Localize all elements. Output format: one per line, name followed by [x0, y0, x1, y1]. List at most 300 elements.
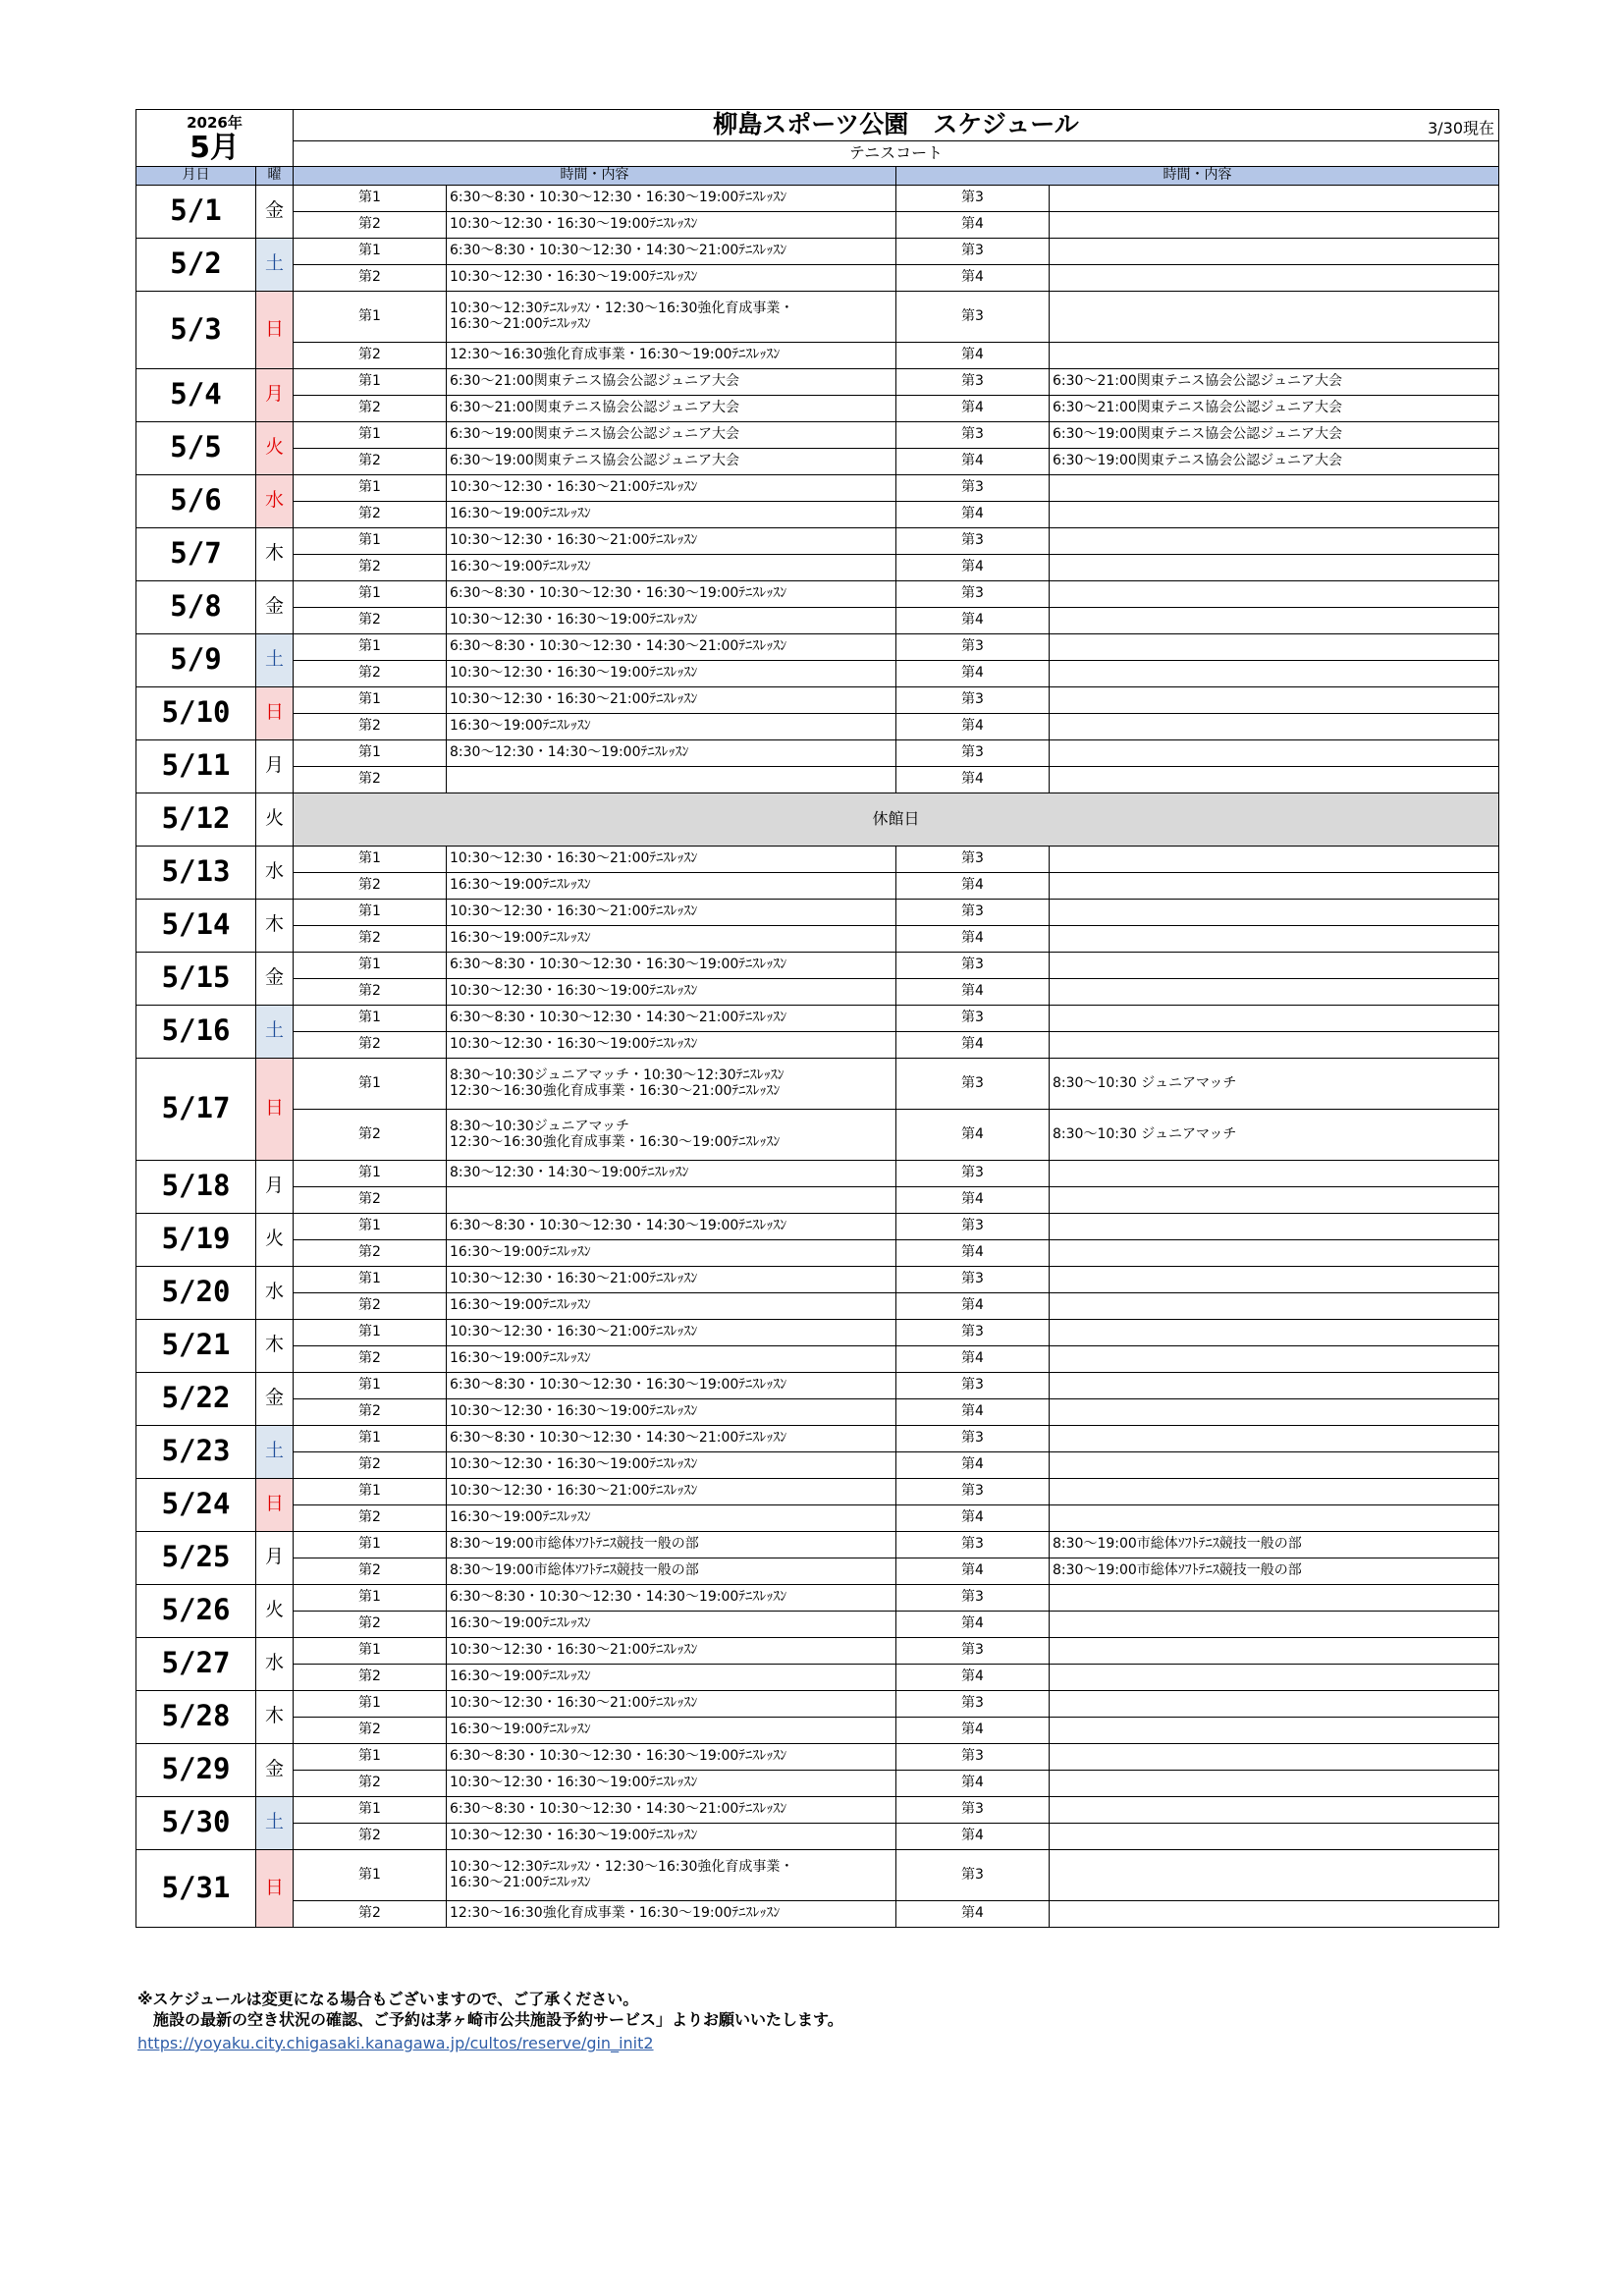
court3-content: [1050, 1160, 1499, 1186]
court2-content: 8:30～10:30ジュニアマッチ 12:30～16:30強化育成事業・16:30～19:00ﾃﾆｽﾚｯｽﾝ: [447, 1109, 896, 1160]
court1-content: 6:30～8:30・10:30～12:30・14:30～21:00ﾃﾆｽﾚｯｽﾝ: [447, 633, 896, 660]
court3-content: [1050, 633, 1499, 660]
court2-content: 12:30～16:30強化育成事業・16:30～19:00ﾃﾆｽﾚｯｽﾝ: [447, 342, 896, 368]
court4-content: [1050, 554, 1499, 580]
court2-content: 16:30～19:00ﾃﾆｽﾚｯｽﾝ: [447, 713, 896, 739]
court-label: 第3: [896, 291, 1050, 342]
court-label: 第1: [294, 1743, 447, 1770]
court-label: 第3: [896, 1213, 1050, 1239]
schedule-sheet: [135, 109, 1498, 1928]
court4-content: [1050, 1398, 1499, 1425]
court-label: 第3: [896, 1372, 1050, 1398]
court-label: 第2: [294, 554, 447, 580]
court-label: 第2: [294, 448, 447, 474]
court2-content: 10:30～12:30・16:30～19:00ﾃﾆｽﾚｯｽﾝ: [447, 1770, 896, 1796]
court1-content: 10:30～12:30・16:30～21:00ﾃﾆｽﾚｯｽﾝ: [447, 527, 896, 554]
court3-content: [1050, 1796, 1499, 1823]
notes: [137, 1989, 843, 2053]
court-label: 第1: [294, 1584, 447, 1611]
court4-content: 8:30～19:00市総体ｿﾌﾄﾃﾆｽ競技一般の部: [1050, 1558, 1499, 1584]
court2-content: 10:30～12:30・16:30～19:00ﾃﾆｽﾚｯｽﾝ: [447, 1823, 896, 1849]
court3-content: [1050, 474, 1499, 501]
schedule-day-row-2: [136, 978, 1499, 1005]
court-label: 第1: [294, 1637, 447, 1664]
court4-content: [1050, 264, 1499, 291]
court-label: 第3: [896, 238, 1050, 264]
col-content-header-left: 時間・内容: [294, 166, 896, 185]
court3-content: 6:30～19:00関東テニス協会公認ジュニア大会: [1050, 421, 1499, 448]
court-label: 第3: [896, 185, 1050, 211]
schedule-day-row-2: [136, 660, 1499, 686]
court-label: 第1: [294, 686, 447, 713]
court3-content: [1050, 1637, 1499, 1664]
court-label: 第4: [896, 872, 1050, 899]
schedule-day-row-2: [136, 1664, 1499, 1690]
court4-content: [1050, 607, 1499, 633]
court-label: 第2: [294, 342, 447, 368]
court-label: 第1: [294, 846, 447, 872]
court1-content: 6:30～8:30・10:30～12:30・14:30～21:00ﾃﾆｽﾚｯｽﾝ: [447, 1425, 896, 1451]
court1-content: 8:30～19:00市総体ｿﾌﾄﾃﾆｽ競技一般の部: [447, 1531, 896, 1558]
schedule-day-row: [136, 1425, 1499, 1451]
court1-content: 10:30～12:30・16:30～21:00ﾃﾆｽﾚｯｽﾝ: [447, 686, 896, 713]
court-label: 第1: [294, 238, 447, 264]
date-cell: 5/17: [136, 1058, 256, 1160]
court-label: 第3: [896, 527, 1050, 554]
court-label: 第4: [896, 1558, 1050, 1584]
court2-content: [447, 1186, 896, 1213]
court-label: 第4: [896, 342, 1050, 368]
court-label: 第4: [896, 264, 1050, 291]
schedule-day-row: [136, 1160, 1499, 1186]
court-label: 第2: [294, 978, 447, 1005]
court-label: 第1: [294, 580, 447, 607]
court-label: 第4: [896, 1664, 1050, 1690]
court3-content: [1050, 1213, 1499, 1239]
court1-content: 10:30～12:30・16:30～21:00ﾃﾆｽﾚｯｽﾝ: [447, 1266, 896, 1292]
court-label: 第4: [896, 1900, 1050, 1927]
court2-content: 16:30～19:00ﾃﾆｽﾚｯｽﾝ: [447, 1664, 896, 1690]
court-label: 第2: [294, 1770, 447, 1796]
schedule-day-row-2: [136, 448, 1499, 474]
court-label: 第2: [294, 1345, 447, 1372]
court4-content: [1050, 1345, 1499, 1372]
court-label: 第1: [294, 1058, 447, 1109]
court3-content: [1050, 1319, 1499, 1345]
date-cell: 5/18: [136, 1160, 256, 1213]
court-label: 第3: [896, 474, 1050, 501]
court4-content: [1050, 1504, 1499, 1531]
court4-content: [1050, 1451, 1499, 1478]
schedule-day-row: [136, 1531, 1499, 1558]
weekday-cell: 木: [256, 1319, 294, 1372]
court3-content: [1050, 1743, 1499, 1770]
court-label: 第1: [294, 1849, 447, 1900]
schedule-day-row-2: [136, 872, 1499, 899]
court2-content: 10:30～12:30・16:30～19:00ﾃﾆｽﾚｯｽﾝ: [447, 264, 896, 291]
court1-content: 10:30～12:30・16:30～21:00ﾃﾆｽﾚｯｽﾝ: [447, 899, 896, 925]
court-label: 第4: [896, 211, 1050, 238]
court1-content: 6:30～8:30・10:30～12:30・14:30～19:00ﾃﾆｽﾚｯｽﾝ: [447, 1213, 896, 1239]
court-label: 第4: [896, 501, 1050, 527]
year-label: 2026年: [136, 110, 294, 133]
court-label: 第2: [294, 1109, 447, 1160]
court4-content: [1050, 1239, 1499, 1266]
court-label: 第1: [294, 474, 447, 501]
schedule-day-row: [136, 1584, 1499, 1611]
court-label: 第4: [896, 395, 1050, 421]
schedule-day-row-2: [136, 607, 1499, 633]
weekday-cell: 火: [256, 793, 294, 846]
court4-content: 6:30～21:00関東テニス協会公認ジュニア大会: [1050, 395, 1499, 421]
court2-content: 16:30～19:00ﾃﾆｽﾚｯｽﾝ: [447, 925, 896, 952]
schedule-day-row-2: [136, 1109, 1499, 1160]
court3-content: [1050, 238, 1499, 264]
schedule-day-row-2: [136, 1345, 1499, 1372]
court4-content: 6:30～19:00関東テニス協会公認ジュニア大会: [1050, 448, 1499, 474]
schedule-day-row: [136, 1743, 1499, 1770]
schedule-day-row: [136, 185, 1499, 211]
schedule-day-row: [136, 1005, 1499, 1031]
court2-content: 16:30～19:00ﾃﾆｽﾚｯｽﾝ: [447, 1611, 896, 1637]
schedule-day-row: [136, 474, 1499, 501]
court-label: 第2: [294, 1664, 447, 1690]
court1-content: 6:30～21:00関東テニス協会公認ジュニア大会: [447, 368, 896, 395]
court4-content: 8:30～10:30 ジュニアマッチ: [1050, 1109, 1499, 1160]
schedule-day-row-2: [136, 1900, 1499, 1927]
schedule-day-row: [136, 580, 1499, 607]
court-label: 第2: [294, 660, 447, 686]
court2-content: 16:30～19:00ﾃﾆｽﾚｯｽﾝ: [447, 1239, 896, 1266]
court3-content: [1050, 291, 1499, 342]
date-cell: 5/10: [136, 686, 256, 739]
court-label: 第2: [294, 1239, 447, 1266]
court-label: 第2: [294, 607, 447, 633]
facility-label: テニスコート: [294, 140, 1499, 166]
court2-content: 16:30～19:00ﾃﾆｽﾚｯｽﾝ: [447, 1504, 896, 1531]
court-label: 第4: [896, 925, 1050, 952]
schedule-day-row: [136, 1690, 1499, 1717]
weekday-cell: 土: [256, 1005, 294, 1058]
court-label: 第1: [294, 952, 447, 978]
weekday-cell: 月: [256, 368, 294, 421]
schedule-day-row: [136, 238, 1499, 264]
court4-content: [1050, 342, 1499, 368]
schedule-day-row: [136, 527, 1499, 554]
court-label: 第4: [896, 1109, 1050, 1160]
schedule-day-row-2: [136, 1292, 1499, 1319]
court1-content: 10:30～12:30・16:30～21:00ﾃﾆｽﾚｯｽﾝ: [447, 1478, 896, 1504]
court-label: 第4: [896, 448, 1050, 474]
weekday-cell: 月: [256, 1531, 294, 1584]
court-label: 第2: [294, 766, 447, 793]
date-cell: 5/23: [136, 1425, 256, 1478]
reservation-link[interactable]: https://yoyaku.city.chigasaki.kanagawa.jp/cultos/reserve/gin_init2: [137, 2034, 654, 2052]
weekday-cell: 土: [256, 1425, 294, 1478]
court-label: 第3: [896, 1531, 1050, 1558]
court2-content: 10:30～12:30・16:30～19:00ﾃﾆｽﾚｯｽﾝ: [447, 660, 896, 686]
court-label: 第2: [294, 1031, 447, 1058]
schedule-day-row: [136, 846, 1499, 872]
court4-content: [1050, 501, 1499, 527]
court1-content: 10:30～12:30・16:30～21:00ﾃﾆｽﾚｯｽﾝ: [447, 1690, 896, 1717]
court4-content: [1050, 1664, 1499, 1690]
court-label: 第3: [896, 1743, 1050, 1770]
date-cell: 5/19: [136, 1213, 256, 1266]
court1-content: 10:30～12:30・16:30～21:00ﾃﾆｽﾚｯｽﾝ: [447, 846, 896, 872]
court2-content: 16:30～19:00ﾃﾆｽﾚｯｽﾝ: [447, 501, 896, 527]
date-cell: 5/7: [136, 527, 256, 580]
date-cell: 5/11: [136, 739, 256, 793]
month-label: 5月: [136, 132, 294, 166]
court-label: 第2: [294, 1292, 447, 1319]
court3-content: [1050, 1266, 1499, 1292]
schedule-day-row-2: [136, 264, 1499, 291]
court3-content: [1050, 527, 1499, 554]
schedule-day-row: [136, 633, 1499, 660]
court-label: 第3: [896, 633, 1050, 660]
court1-content: 6:30～19:00関東テニス協会公認ジュニア大会: [447, 421, 896, 448]
weekday-cell: 日: [256, 686, 294, 739]
court-label: 第4: [896, 1398, 1050, 1425]
schedule-day-row-2: [136, 211, 1499, 238]
court4-content: [1050, 1186, 1499, 1213]
court-label: 第3: [896, 1796, 1050, 1823]
court-label: 第1: [294, 1478, 447, 1504]
court-label: 第4: [896, 554, 1050, 580]
court-label: 第4: [896, 1186, 1050, 1213]
court-label: 第4: [896, 1292, 1050, 1319]
weekday-cell: 火: [256, 1213, 294, 1266]
schedule-day-row-2: [136, 1717, 1499, 1743]
court2-content: 16:30～19:00ﾃﾆｽﾚｯｽﾝ: [447, 872, 896, 899]
weekday-cell: 木: [256, 527, 294, 580]
court2-content: 12:30～16:30強化育成事業・16:30～19:00ﾃﾆｽﾚｯｽﾝ: [447, 1900, 896, 1927]
court-label: 第3: [896, 580, 1050, 607]
court2-content: 10:30～12:30・16:30～19:00ﾃﾆｽﾚｯｽﾝ: [447, 1398, 896, 1425]
court1-content: 6:30～8:30・10:30～12:30・16:30～19:00ﾃﾆｽﾚｯｽﾝ: [447, 185, 896, 211]
court4-content: [1050, 713, 1499, 739]
schedule-day-row-2: [136, 1239, 1499, 1266]
weekday-cell: 日: [256, 1058, 294, 1160]
schedule-day-row: [136, 421, 1499, 448]
court-label: 第4: [896, 1451, 1050, 1478]
court-label: 第1: [294, 1005, 447, 1031]
weekday-cell: 日: [256, 1849, 294, 1927]
weekday-cell: 水: [256, 1637, 294, 1690]
court1-content: 8:30～10:30ジュニアマッチ・10:30～12:30ﾃﾆｽﾚｯｽﾝ 12:30～16:30強化育成事業・16:30～21:00ﾃﾆｽﾚｯｽﾝ: [447, 1058, 896, 1109]
court4-content: [1050, 1292, 1499, 1319]
date-cell: 5/8: [136, 580, 256, 633]
court1-content: 6:30～8:30・10:30～12:30・16:30～19:00ﾃﾆｽﾚｯｽﾝ: [447, 1372, 896, 1398]
schedule-day-row-2: [136, 501, 1499, 527]
schedule-day-row-2: [136, 395, 1499, 421]
court-label: 第1: [294, 1266, 447, 1292]
court3-content: [1050, 739, 1499, 766]
schedule-day-row-2: [136, 766, 1499, 793]
schedule-day-row-2: [136, 342, 1499, 368]
page-title: [294, 110, 1499, 141]
court3-content: 8:30～10:30 ジュニアマッチ: [1050, 1058, 1499, 1109]
schedule-day-row: [136, 291, 1499, 342]
as-of-date: 3/30現在: [1428, 119, 1495, 138]
court-label: 第2: [294, 501, 447, 527]
date-cell: 5/27: [136, 1637, 256, 1690]
court2-content: 8:30～19:00市総体ｿﾌﾄﾃﾆｽ競技一般の部: [447, 1558, 896, 1584]
court-label: 第2: [294, 1451, 447, 1478]
schedule-day-row: [136, 1266, 1499, 1292]
date-cell: 5/24: [136, 1478, 256, 1531]
court2-content: 16:30～19:00ﾃﾆｽﾚｯｽﾝ: [447, 1292, 896, 1319]
schedule-day-row: [136, 899, 1499, 925]
court4-content: [1050, 1770, 1499, 1796]
court-label: 第2: [294, 872, 447, 899]
court4-content: [1050, 872, 1499, 899]
date-cell: 5/28: [136, 1690, 256, 1743]
court-label: 第3: [896, 952, 1050, 978]
court2-content: 6:30～19:00関東テニス協会公認ジュニア大会: [447, 448, 896, 474]
weekday-cell: 日: [256, 291, 294, 368]
schedule-day-row: [136, 952, 1499, 978]
date-cell: 5/9: [136, 633, 256, 686]
court-label: 第1: [294, 899, 447, 925]
schedule-day-row-2: [136, 1398, 1499, 1425]
date-cell: 5/25: [136, 1531, 256, 1584]
court-label: 第1: [294, 1690, 447, 1717]
court1-content: 10:30～12:30ﾃﾆｽﾚｯｽﾝ・12:30～16:30強化育成事業・ 16:30～21:00ﾃﾆｽﾚｯｽﾝ: [447, 1849, 896, 1900]
schedule-day-row: [136, 1478, 1499, 1504]
column-header-row: [136, 166, 1499, 185]
court-label: 第3: [896, 686, 1050, 713]
col-content-header-right: 時間・内容: [896, 166, 1499, 185]
court-label: 第2: [294, 1900, 447, 1927]
schedule-day-row-2: [136, 554, 1499, 580]
court3-content: [1050, 686, 1499, 713]
court2-content: 16:30～19:00ﾃﾆｽﾚｯｽﾝ: [447, 1717, 896, 1743]
court-label: 第4: [896, 1504, 1050, 1531]
weekday-cell: 土: [256, 238, 294, 291]
date-cell: 5/2: [136, 238, 256, 291]
court-label: 第3: [896, 368, 1050, 395]
court-label: 第2: [294, 1398, 447, 1425]
court1-content: 10:30～12:30・16:30～21:00ﾃﾆｽﾚｯｽﾝ: [447, 1637, 896, 1664]
court-label: 第2: [294, 211, 447, 238]
court3-content: [1050, 185, 1499, 211]
weekday-cell: 土: [256, 633, 294, 686]
court-label: 第4: [896, 660, 1050, 686]
court4-content: [1050, 211, 1499, 238]
schedule-day-row: [136, 1372, 1499, 1398]
court1-content: 10:30～12:30ﾃﾆｽﾚｯｽﾝ・12:30～16:30強化育成事業・ 16:30～21:00ﾃﾆｽﾚｯｽﾝ: [447, 291, 896, 342]
court-label: 第1: [294, 739, 447, 766]
court-label: 第3: [896, 1319, 1050, 1345]
court-label: 第1: [294, 368, 447, 395]
col-date-header: 月日: [136, 166, 256, 185]
court-label: 第3: [896, 1637, 1050, 1664]
schedule-day-row-2: [136, 1770, 1499, 1796]
court-label: 第1: [294, 1160, 447, 1186]
weekday-cell: 火: [256, 421, 294, 474]
date-cell: 5/13: [136, 846, 256, 899]
court1-content: 8:30～12:30・14:30～19:00ﾃﾆｽﾚｯｽﾝ: [447, 739, 896, 766]
schedule-day-row: [136, 368, 1499, 395]
court3-content: [1050, 1478, 1499, 1504]
schedule-day-row-2: [136, 1451, 1499, 1478]
date-cell: 5/3: [136, 291, 256, 368]
court1-content: 6:30～8:30・10:30～12:30・16:30～19:00ﾃﾆｽﾚｯｽﾝ: [447, 952, 896, 978]
weekday-cell: 水: [256, 1266, 294, 1319]
court3-content: [1050, 1690, 1499, 1717]
court3-content: [1050, 1849, 1499, 1900]
schedule-day-row-2: [136, 1031, 1499, 1058]
court-label: 第4: [896, 1770, 1050, 1796]
court-label: 第1: [294, 1796, 447, 1823]
court2-content: 10:30～12:30・16:30～19:00ﾃﾆｽﾚｯｽﾝ: [447, 211, 896, 238]
court4-content: [1050, 1900, 1499, 1927]
date-cell: 5/4: [136, 368, 256, 421]
date-cell: 5/12: [136, 793, 256, 846]
court-label: 第2: [294, 925, 447, 952]
court-label: 第3: [896, 846, 1050, 872]
court-label: 第2: [294, 1717, 447, 1743]
court-label: 第3: [896, 1266, 1050, 1292]
court3-content: [1050, 846, 1499, 872]
court4-content: [1050, 1823, 1499, 1849]
weekday-cell: 金: [256, 1743, 294, 1796]
court-label: 第2: [294, 395, 447, 421]
date-cell: 5/26: [136, 1584, 256, 1637]
court-label: 第3: [896, 739, 1050, 766]
date-cell: 5/22: [136, 1372, 256, 1425]
court-label: 第3: [896, 1849, 1050, 1900]
court3-content: [1050, 580, 1499, 607]
date-cell: 5/29: [136, 1743, 256, 1796]
court2-content: 10:30～12:30・16:30～19:00ﾃﾆｽﾚｯｽﾝ: [447, 607, 896, 633]
court-label: 第4: [896, 1031, 1050, 1058]
court-label: 第2: [294, 1558, 447, 1584]
court-label: 第3: [896, 1160, 1050, 1186]
weekday-cell: 金: [256, 185, 294, 238]
court3-content: 6:30～21:00関東テニス協会公認ジュニア大会: [1050, 368, 1499, 395]
court-label: 第1: [294, 527, 447, 554]
date-cell: 5/5: [136, 421, 256, 474]
date-cell: 5/16: [136, 1005, 256, 1058]
weekday-cell: 水: [256, 846, 294, 899]
weekday-cell: 月: [256, 1160, 294, 1213]
court1-content: 8:30～12:30・14:30～19:00ﾃﾆｽﾚｯｽﾝ: [447, 1160, 896, 1186]
court2-content: 16:30～19:00ﾃﾆｽﾚｯｽﾝ: [447, 1345, 896, 1372]
weekday-cell: 金: [256, 580, 294, 633]
court-label: 第1: [294, 1319, 447, 1345]
court2-content: 6:30～21:00関東テニス協会公認ジュニア大会: [447, 395, 896, 421]
court1-content: 6:30～8:30・10:30～12:30・14:30～21:00ﾃﾆｽﾚｯｽﾝ: [447, 238, 896, 264]
court-label: 第2: [294, 1611, 447, 1637]
note-reservation: 施設の最新の空き状況の確認、ご予約は茅ヶ崎市公共施設予約サービス」よりお願いいたします。: [137, 2010, 843, 2029]
court4-content: [1050, 1717, 1499, 1743]
court1-content: 6:30～8:30・10:30～12:30・14:30～21:00ﾃﾆｽﾚｯｽﾝ: [447, 1005, 896, 1031]
court4-content: [1050, 1031, 1499, 1058]
court-label: 第3: [896, 1058, 1050, 1109]
weekday-cell: 木: [256, 1690, 294, 1743]
date-cell: 5/6: [136, 474, 256, 527]
court-label: 第4: [896, 766, 1050, 793]
schedule-day-row-2: [136, 1186, 1499, 1213]
weekday-cell: 土: [256, 1796, 294, 1849]
court-label: 第2: [294, 1504, 447, 1531]
court3-content: 8:30～19:00市総体ｿﾌﾄﾃﾆｽ競技一般の部: [1050, 1531, 1499, 1558]
court2-content: 10:30～12:30・16:30～19:00ﾃﾆｽﾚｯｽﾝ: [447, 1031, 896, 1058]
court3-content: [1050, 1005, 1499, 1031]
